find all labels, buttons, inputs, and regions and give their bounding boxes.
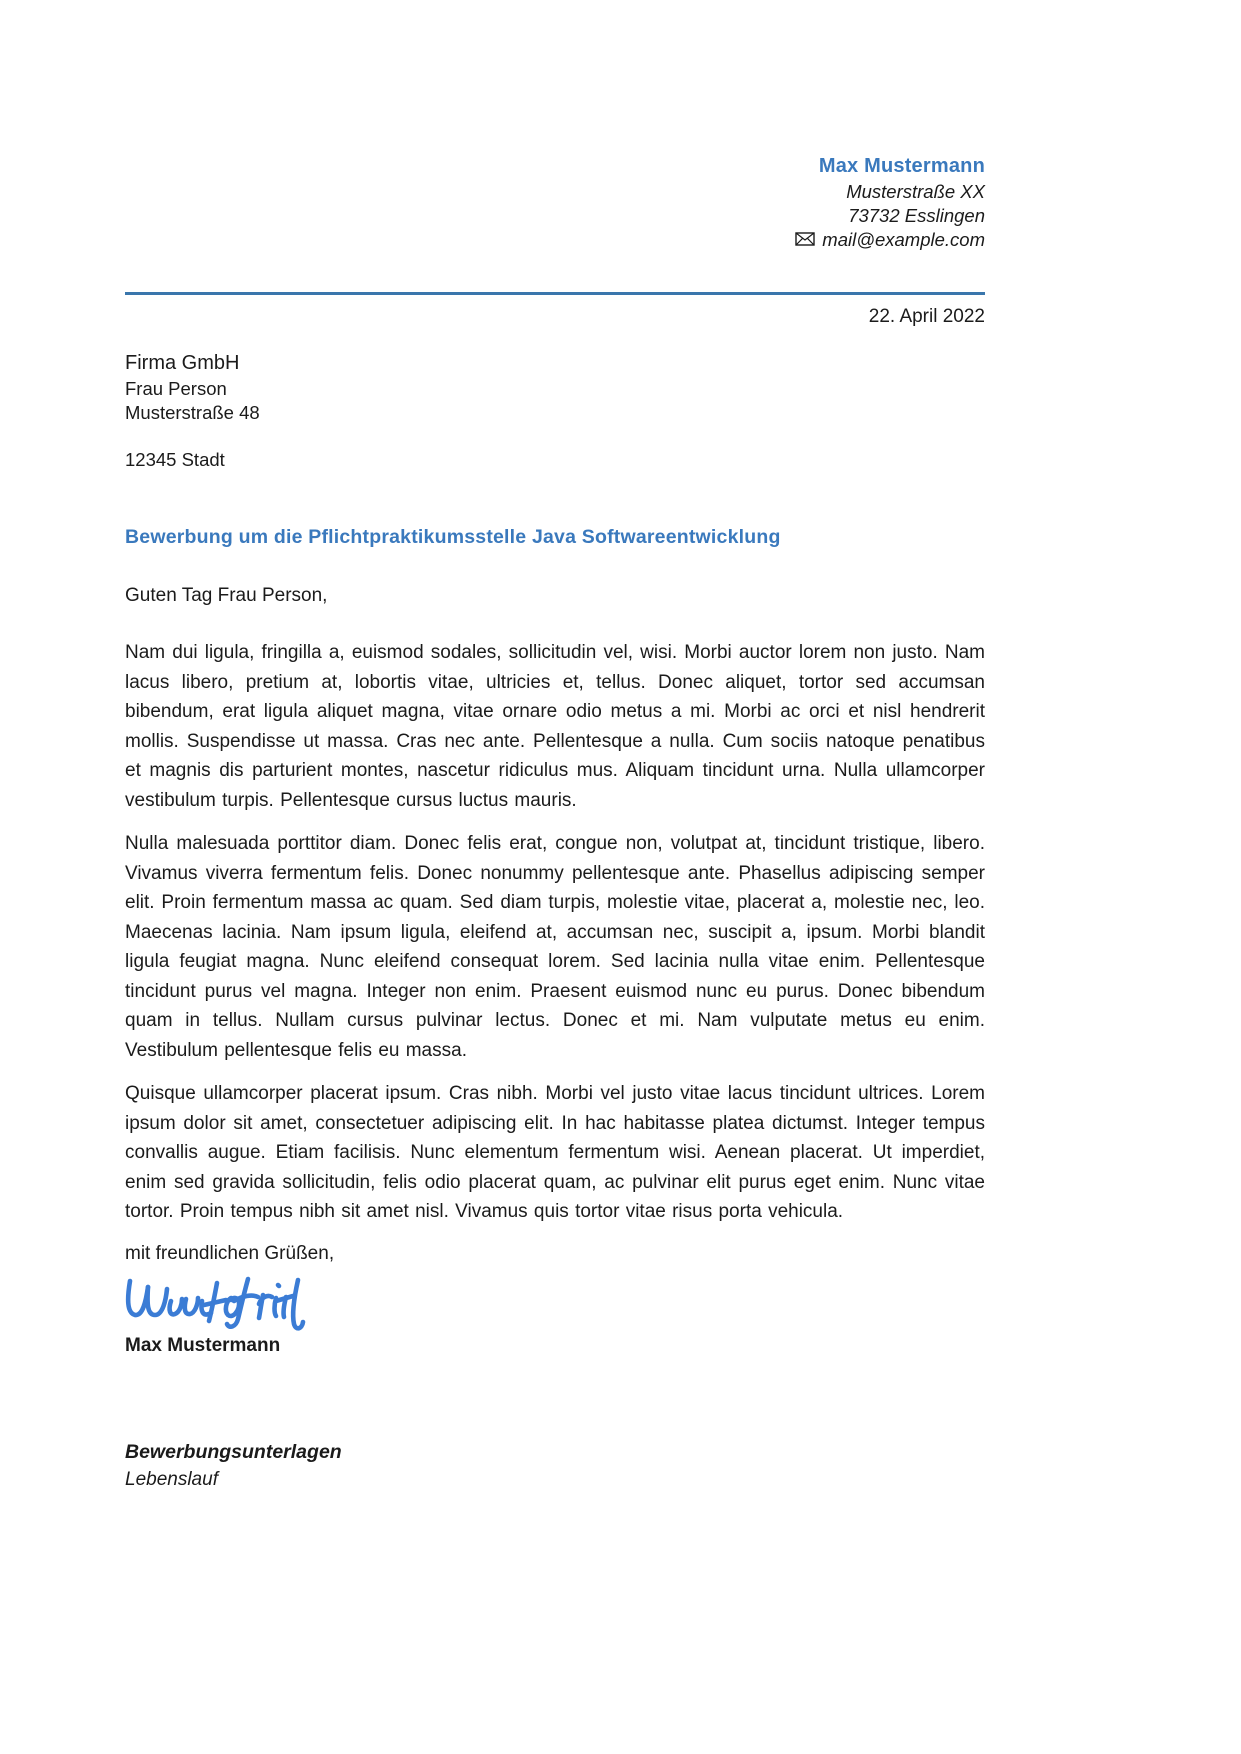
signature-image: [121, 1271, 306, 1333]
envelope-icon: [795, 228, 815, 252]
attachment-item: Lebenslauf: [125, 1468, 218, 1490]
recipient-city: 12345 Stadt: [125, 449, 225, 470]
recipient-contact: Frau Person: [125, 378, 227, 399]
sender-email-line: [125, 228, 985, 252]
recipient-block: [125, 350, 985, 472]
attachments-heading: Bewerbungsunterlagen: [125, 1440, 342, 1463]
recipient-company: Firma GmbH: [125, 352, 240, 374]
greeting: Guten Tag Frau Person,: [125, 585, 328, 606]
sender-city: 73732 Esslingen: [848, 205, 985, 226]
attachments-block: [125, 1439, 985, 1493]
sender-name: Max Mustermann: [818, 155, 985, 177]
body-paragraph: Nam dui ligula, fringilla a, euismod sodales, sollicitudin vel, wisi. Morbi auctor lorem non justo. Nam lacus libero, pretium at, lobortis vitae, ultricies et, tellus. Donec aliquet, tortor sed accumsan bibendum, erat ligula aliquet magna, vitae ornare odio metus a mi. Morbi ac orci et nisl hendrerit mollis. Suspendisse ut massa. Cras nec ante. Pellentesque a nulla. Cum sociis natoque penatibus et magnis dis parturient montes, nascetur ridiculus mus. Aliquam tincidunt urna. Nulla ullamcorper vestibulum turpis. Pellentesque cursus luctus mauris.: [125, 642, 985, 811]
sender-street: Musterstraße XX: [846, 181, 985, 202]
sender-block: [125, 152, 985, 252]
letter-date: 22. April 2022: [868, 306, 985, 327]
recipient-gap: [125, 425, 985, 448]
header-rule: [125, 292, 985, 295]
valediction: mit freundlichen Grüßen,: [125, 1242, 335, 1264]
recipient-street: Musterstraße 48: [125, 402, 260, 423]
sender-email: mail@example.com: [822, 229, 985, 250]
body-paragraph: Quisque ullamcorper placerat ipsum. Cras nibh. Morbi vel justo vitae lacus tincidunt ultrices. Lorem ipsum dolor sit amet, consectetuer adipiscing elit. In hac habitasse platea dictumst. Integer tempus convallis augue. Etiam facilisis. Nunc elementum fermentum wisi. Aenean placerat. Ut imperdiet, enim sed gravida sollicitudin, felis odio placerat quam, ac pulvinar elit purus eget enim. Nunc vitae tortor. Proin tempus nibh sit amet nisl. Vivamus quis tortor vitae risus porta vehicula.: [125, 1083, 985, 1222]
letter-content: [125, 0, 985, 1493]
body-paragraph: Nulla malesuada porttitor diam. Donec felis erat, congue non, volutpat at, tincidunt tristique, libero. Vivamus viverra fermentum felis. Donec nonummy pellentesque ante. Phasellus adipiscing semper elit. Proin fermentum massa ac quam. Sed diam turpis, molestie vitae, placerat a, molestie nec, leo. Maecenas lacinia. Nam ipsum ligula, eleifend at, accumsan nec, suscipit a, ipsum. Morbi blandit ligula feugiat magna. Nunc eleifend consequat lorem. Sed lacinia nulla vitae enim. Pellentesque tincidunt purus vel magna. Integer non enim. Praesent euismod nunc eu purus. Donec bibendum quam in tellus. Nullam cursus pulvinar lectus. Donec et mi. Nam vulputate metus eu enim. Vestibulum pellentesque felis eu massa.: [125, 833, 985, 1061]
signature-name: Max Mustermann: [125, 1334, 281, 1356]
subject-line: Bewerbung um die Pflichtpraktikumsstelle Java Softwareentwicklung: [125, 526, 781, 548]
